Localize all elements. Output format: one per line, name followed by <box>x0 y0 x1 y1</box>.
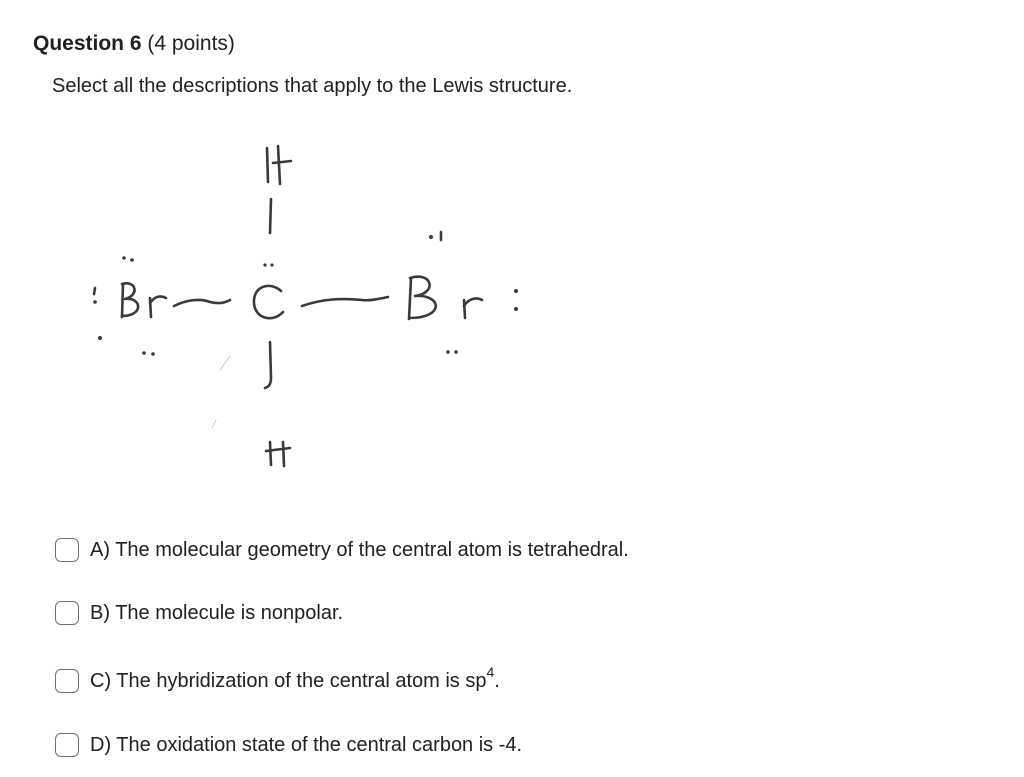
top-bond <box>270 199 271 233</box>
choice-c-label-main: C) The hybridization of the central atom is sp <box>90 670 487 692</box>
choice-c-label-superscript: 4 <box>486 664 495 681</box>
choice-d-label[interactable]: D) The oxidation state of the central carbon is -4. <box>90 734 523 756</box>
choice-d-checkbox[interactable] <box>55 733 79 757</box>
top-hydrogen-atom <box>267 146 291 184</box>
choice-b-checkbox[interactable] <box>55 601 79 625</box>
lewis-structure-image <box>70 120 570 490</box>
choice-b[interactable] <box>55 599 343 627</box>
choice-c[interactable] <box>55 664 500 695</box>
right-bond <box>302 297 388 306</box>
choice-a[interactable] <box>55 536 629 564</box>
question-prompt: Select all the descriptions that apply to the Lewis structure. <box>52 75 573 97</box>
bottom-bond <box>265 342 271 388</box>
choice-b-label[interactable]: B) The molecule is nonpolar. <box>90 602 344 624</box>
question-header <box>33 30 235 58</box>
left-bromine-atom <box>122 283 166 317</box>
lewis-structure-drawing <box>70 120 570 490</box>
choice-c-label-end: . <box>494 670 500 692</box>
choice-a-label[interactable]: A) The molecular geometry of the central atom is tetrahedral. <box>90 539 629 561</box>
bottom-hydrogen-atom <box>266 442 290 466</box>
choice-d[interactable] <box>55 731 522 759</box>
question-title: Question 6 <box>33 32 142 55</box>
center-carbon-atom <box>254 263 283 318</box>
right-bromine-atom <box>409 277 482 319</box>
left-bond <box>174 300 230 306</box>
choice-c-label[interactable] <box>90 664 500 695</box>
choice-a-checkbox[interactable] <box>55 538 79 562</box>
question-points: (4 points) <box>147 32 235 55</box>
choice-c-checkbox[interactable] <box>55 669 79 693</box>
